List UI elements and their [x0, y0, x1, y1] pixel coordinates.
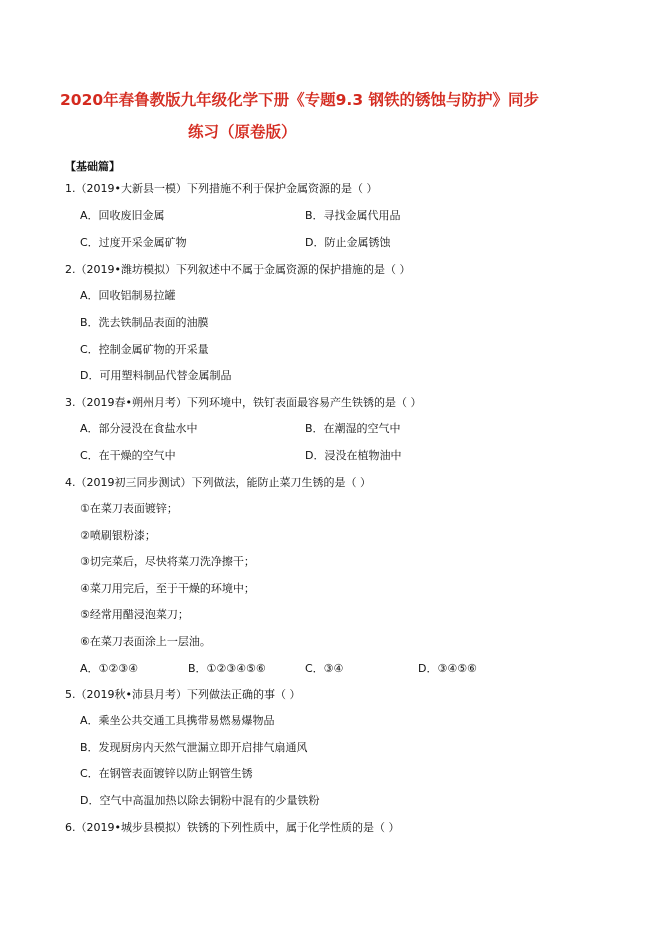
question-4-item-2: ②喷刷银粉漆； [80, 529, 156, 542]
question-4-option-b: B．①②③④⑤⑥ [188, 662, 266, 675]
question-1-option-c: C．过度开采金属矿物 [80, 236, 187, 249]
question-5-stem: 5.（2019秋•沛县月考）下列做法正确的事（ ） [65, 688, 301, 701]
question-2-stem: 2.（2019•潍坊模拟）下列叙述中不属于金属资源的保护措施的是（ ） [65, 263, 411, 276]
question-6-stem: 6.（2019•城步县模拟）铁锈的下列性质中，属于化学性质的是（ ） [65, 821, 400, 834]
question-2-option-b: B．洗去铁制品表面的油膜 [80, 316, 209, 329]
question-3-option-c: C．在干燥的空气中 [80, 449, 176, 462]
question-1-stem: 1.（2019•大新县一模）下列措施不利于保护金属资源的是（ ） [65, 182, 378, 195]
question-3-option-d: D．浸没在植物油中 [305, 449, 402, 462]
question-2-option-d: D．可用塑料制品代替金属制品 [80, 369, 232, 382]
question-4-option-a: A．①②③④ [80, 662, 138, 675]
question-4-item-6: ⑥在菜刀表面涂上一层油。 [80, 635, 211, 648]
question-4-item-3: ③切完菜后，尽快将菜刀洗净擦干； [80, 555, 255, 568]
question-5-option-d: D．空气中高温加热以除去铜粉中混有的少量铁粉 [80, 794, 320, 807]
document-title-line-1: 2020年春鲁教版九年级化学下册《专题9.3 钢铁的锈蚀与防护》同步 [60, 91, 539, 109]
question-5-option-c: C．在钢管表面镀锌以防止钢管生锈 [80, 767, 253, 780]
question-3-option-a: A．部分浸没在食盐水中 [80, 422, 198, 435]
question-4-item-4: ④菜刀用完后，至于干燥的环境中； [80, 582, 255, 595]
question-1-option-a: A．回收废旧金属 [80, 209, 165, 222]
section-label: 【基础篇】 [65, 160, 120, 173]
question-1-option-b: B．寻找金属代用品 [305, 209, 401, 222]
question-5-option-b: B．发现厨房内天然气泄漏立即开启排气扇通风 [80, 741, 308, 754]
question-3-stem: 3.（2019春•朔州月考）下列环境中，铁钉表面最容易产生铁锈的是（ ） [65, 396, 422, 409]
question-4-option-d: D．③④⑤⑥ [418, 662, 477, 675]
question-2-option-a: A．回收铝制易拉罐 [80, 289, 176, 302]
document-title-line-2: 练习（原卷版） [188, 123, 297, 141]
question-4-option-c: C．③④ [305, 662, 344, 675]
question-4-stem: 4.（2019初三同步测试）下列做法，能防止菜刀生锈的是（ ） [65, 476, 371, 489]
question-4-item-5: ⑤经常用醋浸泡菜刀； [80, 608, 189, 621]
question-1-option-d: D．防止金属锈蚀 [305, 236, 391, 249]
question-3-option-b: B．在潮湿的空气中 [305, 422, 401, 435]
question-2-option-c: C．控制金属矿物的开采量 [80, 343, 209, 356]
question-4-item-1: ①在菜刀表面镀锌； [80, 502, 178, 515]
question-5-option-a: A．乘坐公共交通工具携带易燃易爆物品 [80, 714, 275, 727]
